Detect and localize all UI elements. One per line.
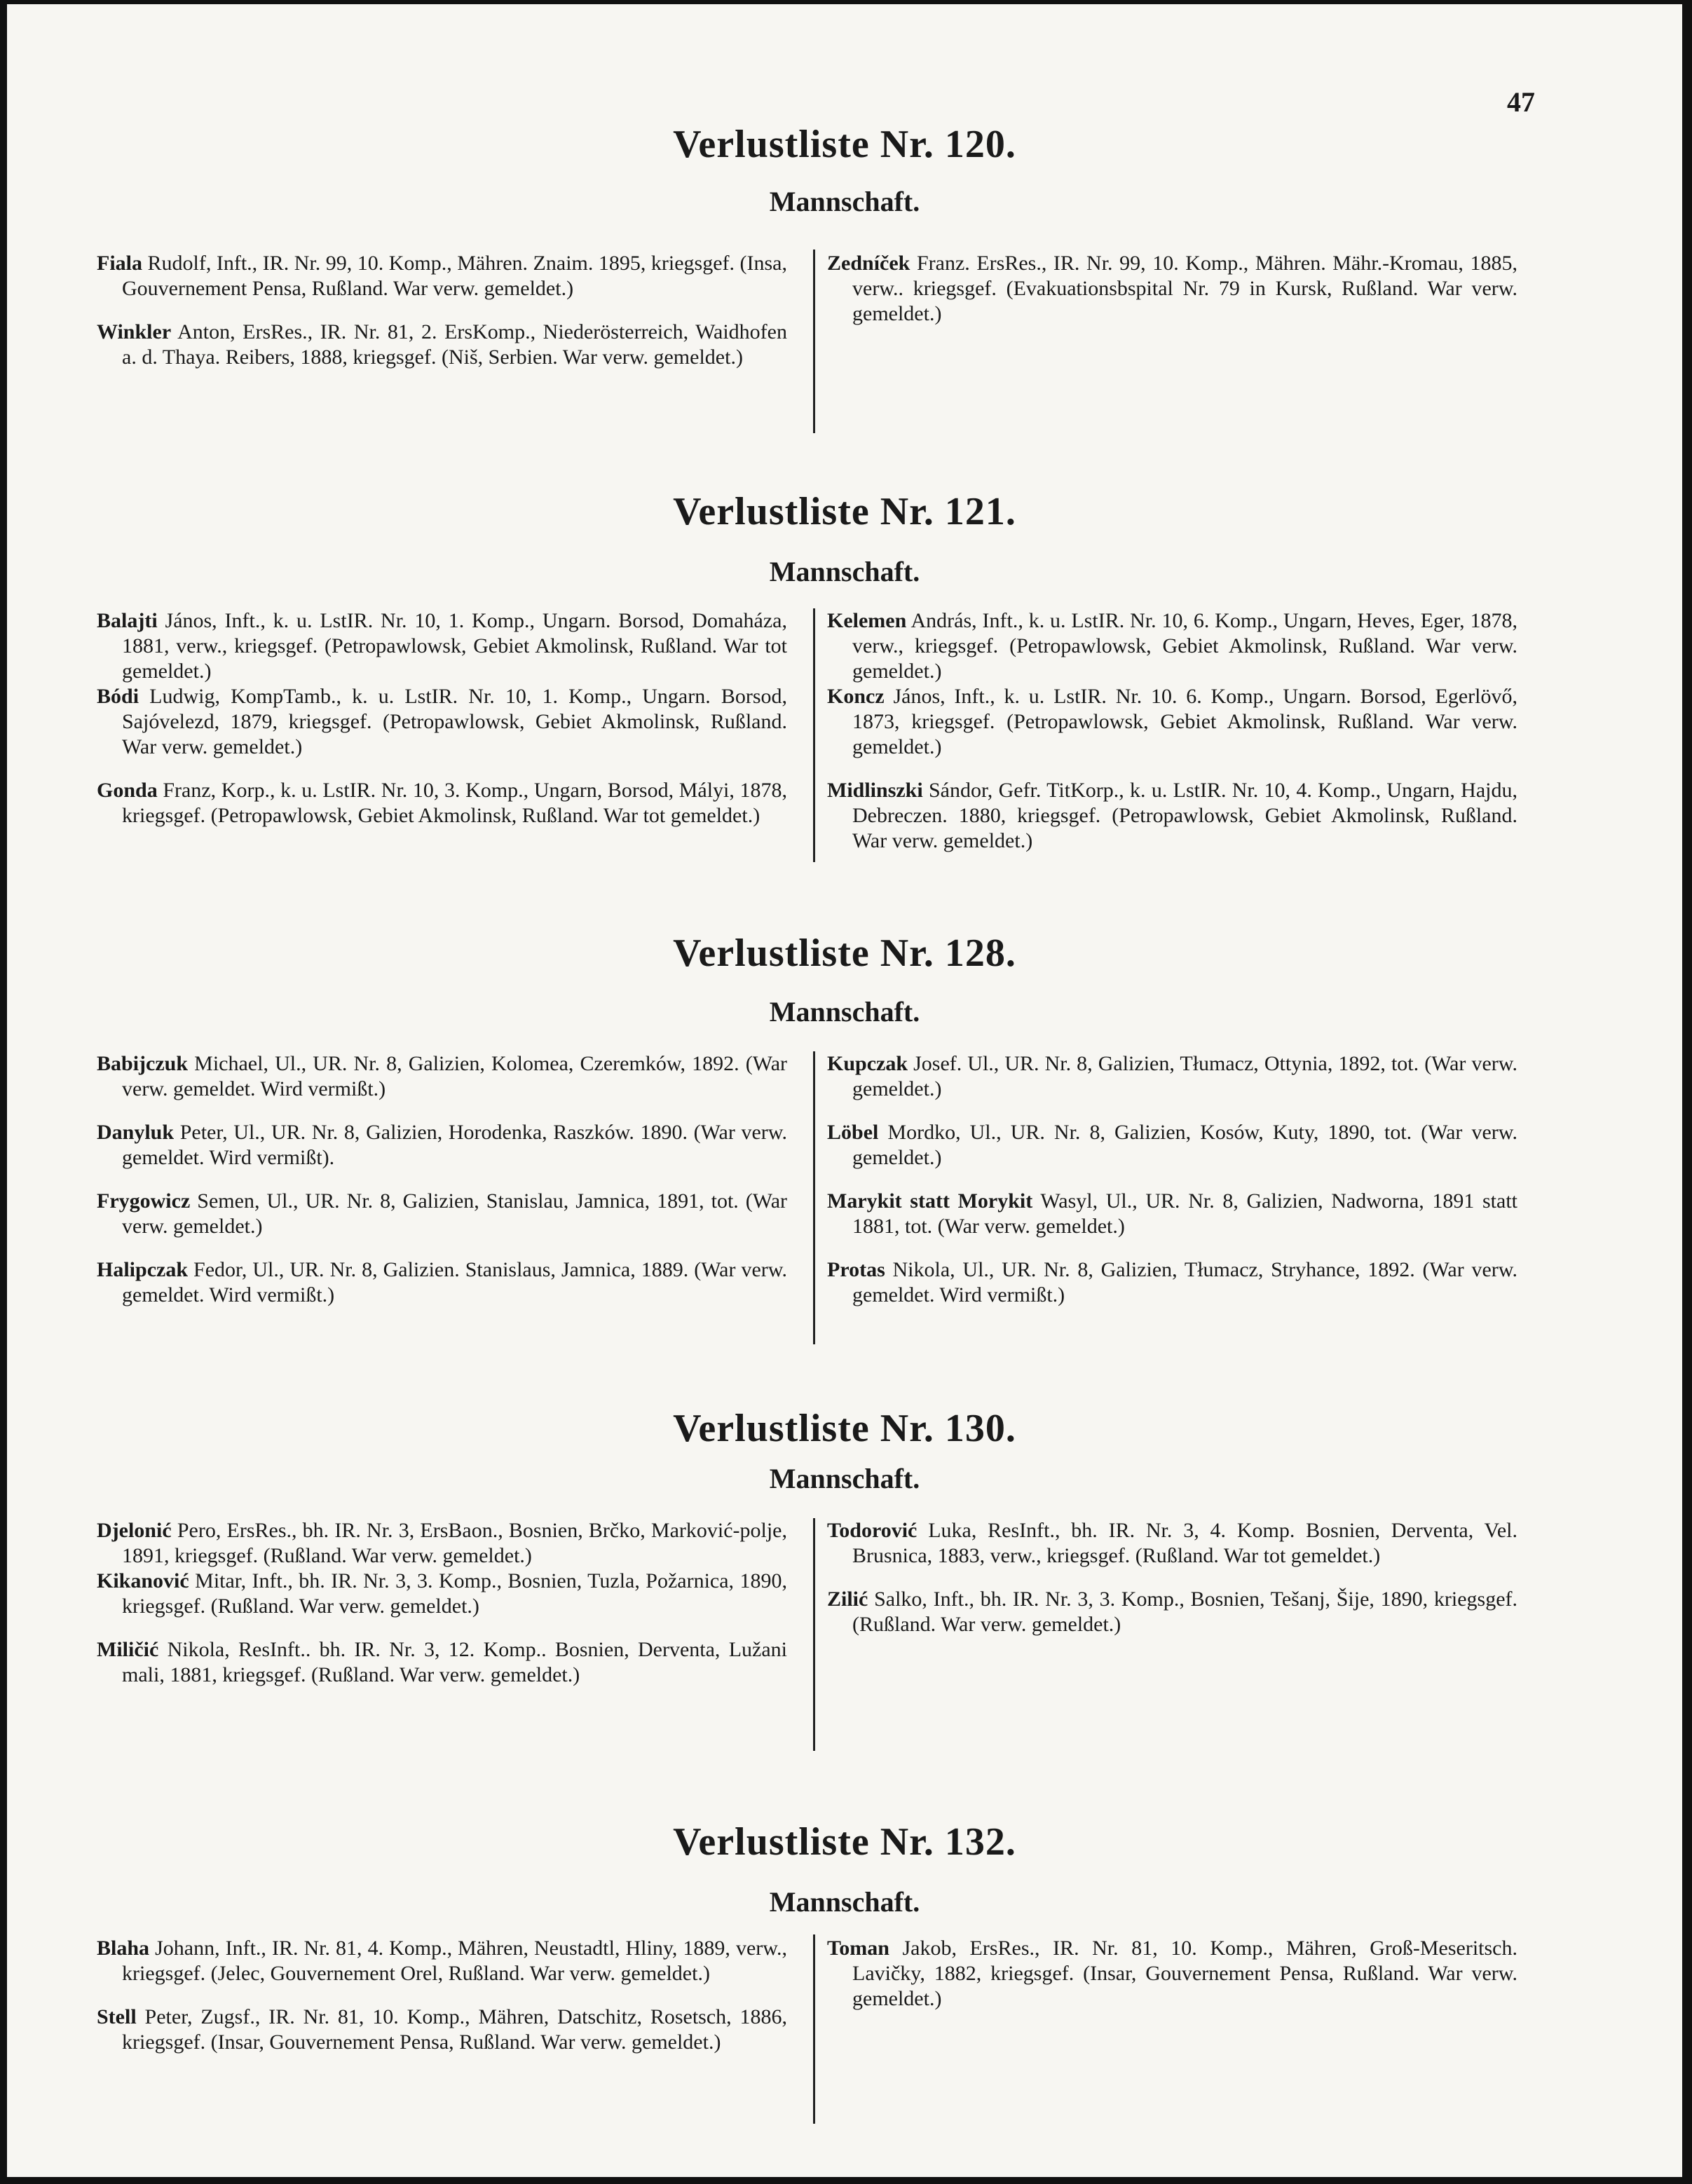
entry-name: Miličić [97, 1638, 159, 1661]
entry-text: Nikola, Ul., UR. Nr. 8, Galizien, Tłumacz, Stryhance, 1892. (War verw. gemeldet. Wird vermißt.) [852, 1258, 1518, 1306]
section-title: Verlustliste Nr. 130. [673, 1407, 1016, 1450]
entry-text: Franz, Korp., k. u. LstIR. Nr. 10, 3. Komp., Ungarn, Borsod, Mályi, 1878, kriegsgef. (Petropawlowsk, Gebiet Akmolinsk, Rußland. War tot gemeldet.) [122, 779, 788, 827]
casualty-entry [827, 1120, 1517, 1171]
entry-name: Zedníček [827, 252, 910, 275]
right-column [827, 608, 1517, 872]
entry-name: Danyluk [97, 1121, 175, 1144]
entry-text: Mitar, Inft., bh. IR. Nr. 3, 3. Komp., Bosnien, Tuzla, Požarnica, 1890, kriegsgef. (Rußland. War verw. gemeldet.) [122, 1569, 787, 1618]
entry-name: Balajti [97, 609, 158, 632]
casualty-entry [97, 1569, 787, 1619]
column-divider [813, 1934, 815, 2124]
entry-name: Todorović [827, 1519, 917, 1542]
entry-text: Nikola, ResInft.. bh. IR. Nr. 3, 12. Komp.. Bosnien, Derventa, Lužani mali, 1881, kriegsgef. (Rußland. War verw. gemeldet.) [122, 1638, 788, 1686]
entry-text: János, Inft., k. u. LstIR. Nr. 10. 6. Komp., Ungarn. Borsod, Egerlövő, 1873, kriegsgef. (Petropawlowsk, Gebiet Akmolinsk, Rußland. War verw. gemeldet.) [852, 685, 1518, 758]
entry-text: Anton, ErsRes., IR. Nr. 81, 2. ErsKomp., Niederösterreich, Waidhofen a. d. Thaya. Reibers, 1888, kriegsgef. (Niš, Serbien. War verw. gemeldet.) [122, 320, 787, 369]
entry-name: Toman [827, 1937, 889, 1960]
casualty-entry [827, 684, 1517, 760]
section-subtitle: Mannschaft. [769, 1886, 920, 1918]
casualty-entry [97, 778, 787, 828]
column-divider [813, 1518, 815, 1751]
entry-name: Stell [97, 2005, 137, 2028]
left-column [97, 1051, 787, 1326]
casualty-entry [97, 251, 787, 301]
entry-text: Wasyl, Ul., UR. Nr. 8, Galizien, Nadworna, 1891 statt 1881, tot. (War verw. gemeldet.) [852, 1189, 1517, 1238]
entry-text: Salko, Inft., bh. IR. Nr. 3, 3. Komp., Bosnien, Tešanj, Šije, 1890, kriegsgef. (Rußland. War verw. gemeldet.) [852, 1588, 1517, 1636]
casualty-entry [97, 1518, 787, 1569]
right-column [827, 1518, 1517, 1656]
casualty-entry [97, 1051, 787, 1102]
entry-text: Pero, ErsRes., bh. IR. Nr. 3, ErsBaon., Bosnien, Brčko, Marković-polje, 1891, kriegsgef. (Rußland. War verw. gemeldet.) [122, 1519, 787, 1567]
right-column [827, 251, 1517, 345]
casualty-entry [97, 684, 787, 760]
page-number: 47 [1507, 86, 1535, 118]
section-title: Verlustliste Nr. 121. [673, 490, 1016, 533]
casualty-entry [827, 1936, 1517, 2012]
entry-name: Gonda [97, 779, 158, 802]
entry-name: Marykit statt Morykit [827, 1189, 1033, 1213]
section-subtitle: Mannschaft. [769, 186, 920, 217]
document-page [7, 4, 1682, 2177]
entry-text: Franz. ErsRes., IR. Nr. 99, 10. Komp., Mähren. Mähr.-Kromau, 1885, verw.. kriegsgef. (Evakuationsbspital Nr. 79 in Kursk, Rußland. War verw. gemeldet.) [852, 252, 1517, 325]
column-divider [813, 250, 815, 433]
left-column [97, 1518, 787, 1706]
casualty-entry [827, 1051, 1517, 1102]
entry-text: Fedor, Ul., UR. Nr. 8, Galizien. Stanislaus, Jamnica, 1889. (War verw. gemeldet. Wird vermißt.) [122, 1258, 788, 1306]
section-subtitle: Mannschaft. [769, 996, 920, 1028]
section-title: Verlustliste Nr. 132. [673, 1820, 1016, 1864]
left-column [97, 251, 787, 388]
entry-text: Semen, Ul., UR. Nr. 8, Galizien, Stanislau, Jamnica, 1891, tot. (War verw. gemeldet.) [122, 1189, 788, 1238]
entry-name: Winkler [97, 320, 172, 343]
entry-name: Midlinszki [827, 779, 923, 802]
entry-name: Frygowicz [97, 1189, 191, 1213]
entry-text: Michael, Ul., UR. Nr. 8, Galizien, Kolomea, Czeremków, 1892. (War verw. gemeldet. Wird vermißt.) [122, 1052, 787, 1100]
casualty-entry [97, 320, 787, 370]
section-title: Verlustliste Nr. 128. [673, 931, 1016, 975]
entry-text: Peter, Zugsf., IR. Nr. 81, 10. Komp., Mähren, Datschitz, Rosetsch, 1886, kriegsgef. (Insar, Gouvernement Pensa, Rußland. War verw. gemeldet.) [122, 2005, 788, 2054]
casualty-entry [97, 1257, 787, 1308]
entry-text: Peter, Ul., UR. Nr. 8, Galizien, Horodenka, Raszków. 1890. (War verw. gemeldet. Wird vermißt). [122, 1121, 788, 1169]
entry-text: András, Inft., k. u. LstIR. Nr. 10, 6. Komp., Ungarn, Heves, Eger, 1878, verw., kriegsgef. (Petropawlowsk, Gebiet Akmolinsk, Rußland. War verw. gemeldet.) [852, 609, 1517, 683]
column-divider [813, 608, 815, 862]
section-subtitle: Mannschaft. [769, 556, 920, 587]
entry-name: Protas [827, 1258, 885, 1281]
entry-name: Blaha [97, 1937, 150, 1960]
right-column [827, 1936, 1517, 2030]
casualty-entry [827, 1257, 1517, 1308]
section-title: Verlustliste Nr. 120. [673, 123, 1016, 166]
entry-text: Jakob, ErsRes., IR. Nr. 81, 10. Komp., Mähren, Groß-Meseritsch. Lavičky, 1882, kriegsgef. (Insar, Gouvernement Pensa, Rußland. War verw. gemeldet.) [852, 1937, 1517, 2010]
entry-name: Kupczak [827, 1052, 908, 1075]
casualty-entry [97, 1637, 787, 1688]
entry-text: Johann, Inft., IR. Nr. 81, 4. Komp., Mähren, Neustadtl, Hliny, 1889, verw., kriegsgef. (Jelec, Gouvernement Orel, Rußland. War verw. gemeldet.) [122, 1937, 787, 1985]
casualty-entry [97, 1120, 787, 1171]
casualty-entry [97, 2005, 787, 2055]
entry-name: Djelonić [97, 1519, 172, 1542]
casualty-entry [827, 608, 1517, 684]
casualty-entry [97, 608, 787, 684]
entry-text: Luka, ResInft., bh. IR. Nr. 3, 4. Komp. Bosnien, Derventa, Vel. Brusnica, 1883, verw., kriegsgef. (Rußland. War tot gemeldet.) [852, 1519, 1517, 1567]
casualty-entry [97, 1189, 787, 1239]
entry-text: Mordko, Ul., UR. Nr. 8, Galizien, Kosów, Kuty, 1890, tot. (War verw. gemeldet.) [852, 1121, 1518, 1169]
entry-name: Kelemen [827, 609, 907, 632]
entry-name: Löbel [827, 1121, 879, 1144]
left-column [97, 608, 787, 847]
casualty-entry [827, 1587, 1517, 1637]
entry-name: Koncz [827, 685, 885, 708]
casualty-entry [827, 778, 1517, 854]
casualty-entry [827, 1189, 1517, 1239]
entry-text: Sándor, Gefr. TitKorp., k. u. LstIR. Nr. 10, 4. Komp., Ungarn, Hajdu, Debreczen. 1880, kriegsgef. (Petropawlowsk, Gebiet Akmolinsk, Rußland. War verw. gemeldet.) [852, 779, 1517, 852]
entry-name: Babijczuk [97, 1052, 189, 1075]
entry-name: Fiala [97, 252, 142, 275]
entry-name: Zilić [827, 1588, 868, 1611]
section-subtitle: Mannschaft. [769, 1463, 920, 1494]
entry-name: Bódi [97, 685, 139, 708]
left-column [97, 1936, 787, 2073]
column-divider [813, 1051, 815, 1344]
entry-text: Ludwig, KompTamb., k. u. LstIR. Nr. 10, 1. Komp., Ungarn. Borsod, Sajóvelezd, 1879, kriegsgef. (Petropawlowsk, Gebiet Akmolinsk, Rußland. War verw. gemeldet.) [122, 685, 788, 758]
entry-text: Josef. Ul., UR. Nr. 8, Galizien, Tłumacz, Ottynia, 1892, tot. (War verw. gemeldet.) [852, 1052, 1517, 1100]
casualty-entry [97, 1936, 787, 1986]
entry-name: Halipczak [97, 1258, 189, 1281]
entry-text: Rudolf, Inft., IR. Nr. 99, 10. Komp., Mähren. Znaim. 1895, kriegsgef. (Insa, Gouvernement Pensa, Rußland. War verw. gemeldet.) [122, 252, 787, 300]
entry-name: Kikanović [97, 1569, 189, 1592]
entry-text: János, Inft., k. u. LstIR. Nr. 10, 1. Komp., Ungarn. Borsod, Domaháza, 1881, verw., kriegsgef. (Petropawlowsk, Gebiet Akmolinsk, Rußland. War tot gemeldet.) [122, 609, 787, 683]
casualty-entry [827, 251, 1517, 327]
right-column [827, 1051, 1517, 1326]
casualty-entry [827, 1518, 1517, 1569]
